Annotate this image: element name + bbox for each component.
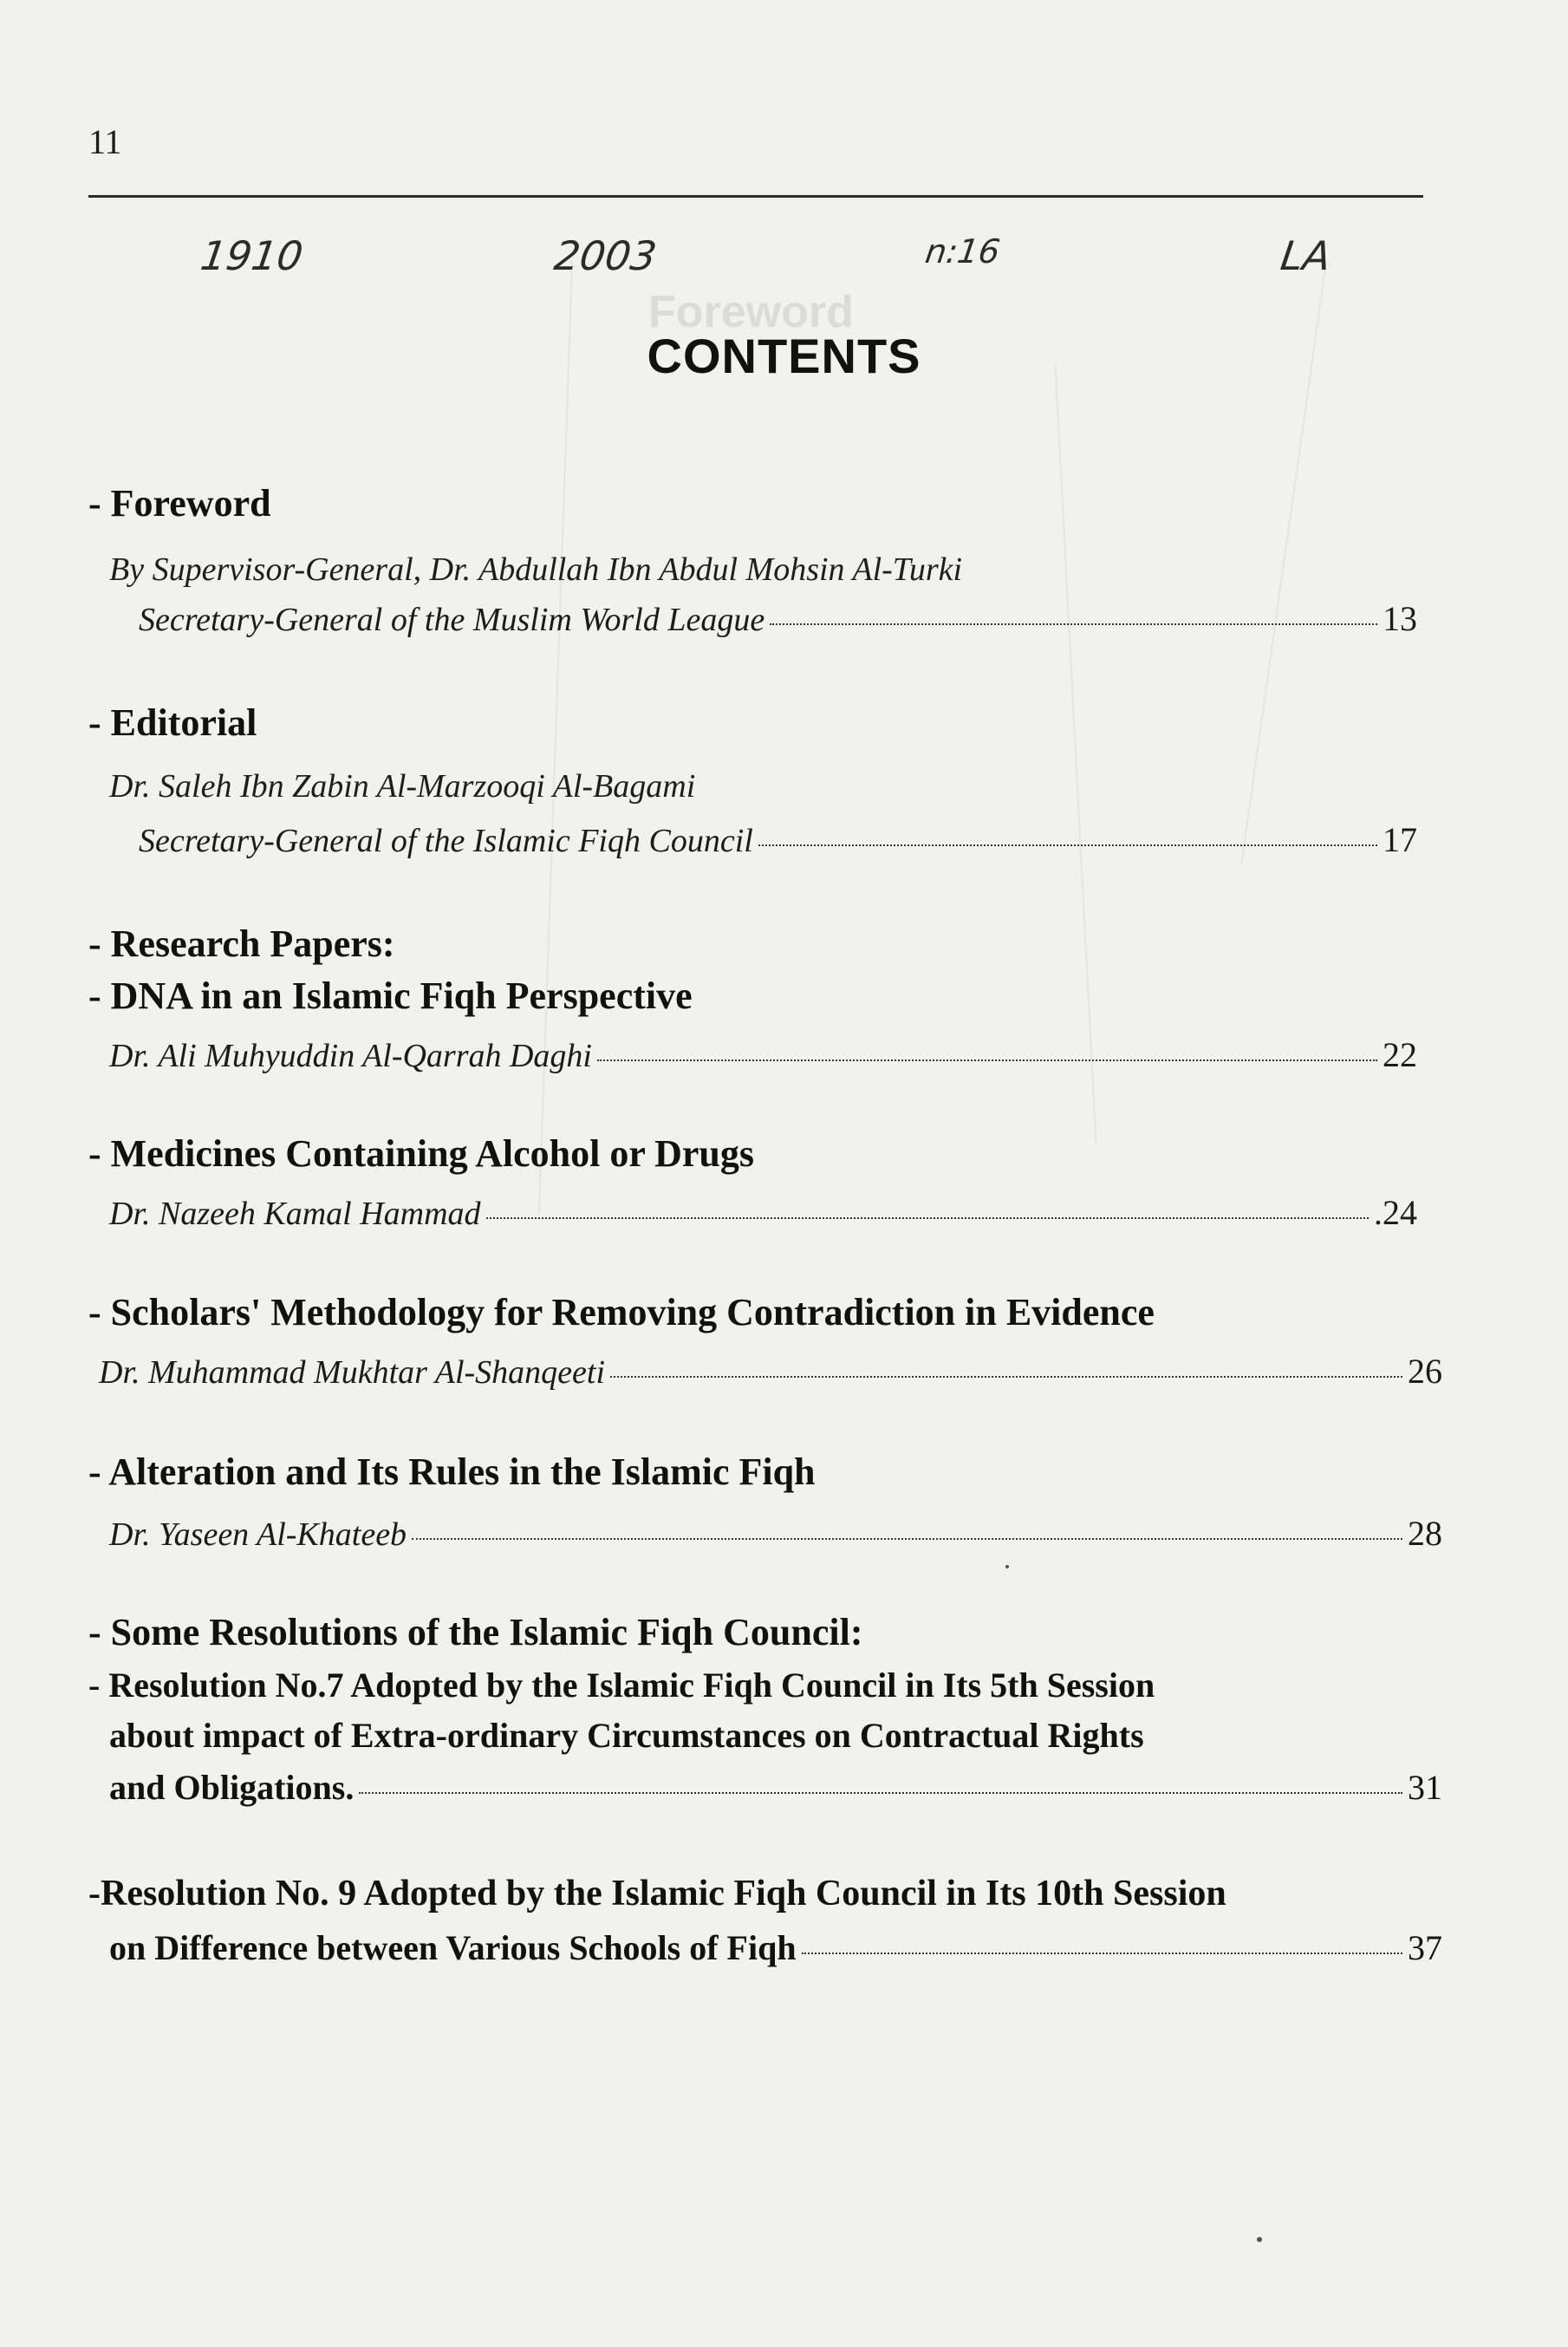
handwritten-note-1: 1910 — [198, 232, 306, 279]
page-number: 11 — [88, 122, 122, 161]
resolution-9-line2: on Difference between Various Schools of Fiqh — [109, 1928, 797, 1967]
paper-author: Dr. Ali Muhyuddin Al-Qarrah Daghi — [109, 1038, 592, 1074]
resolution-9-page: 37 — [1408, 1928, 1442, 1967]
foreword-role: Secretary-General of the Muslim World League — [139, 602, 765, 638]
editorial-page: 17 — [1383, 820, 1417, 859]
header-rule — [88, 195, 1423, 198]
resolution-9-line1: -Resolution No. 9 Adopted by the Islamic Fiqh Council in Its 10th Session — [88, 1874, 1226, 1913]
paper-entry-alteration[interactable] — [109, 1513, 1442, 1554]
paper-author: Dr. Nazeeh Kamal Hammad — [109, 1196, 481, 1232]
paper-page: 22 — [1383, 1035, 1417, 1074]
paper-title-scholars: - Scholars' Methodology for Removing Contradiction in Evidence — [88, 1291, 1155, 1333]
resolution-7-entry[interactable] — [109, 1767, 1442, 1808]
resolution-7-page: 31 — [1408, 1768, 1442, 1807]
resolution-7-line1: - Resolution No.7 Adopted by the Islamic Fiqh Council in Its 5th Session — [88, 1666, 1155, 1705]
editorial-author: Dr. Saleh Ibn Zabin Al-Marzooqi Al-Bagami — [109, 768, 696, 805]
paper-page: 26 — [1408, 1352, 1442, 1391]
paper-author: Dr. Muhammad Mukhtar Al-Shanqeeti — [99, 1354, 606, 1391]
paper-title-dna: - DNA in an Islamic Fiqh Perspective — [88, 975, 693, 1017]
paper-entry-scholars[interactable] — [99, 1351, 1442, 1392]
paper-entry-dna[interactable] — [109, 1034, 1417, 1075]
resolution-7-line2: about impact of Extra-ordinary Circumstances on Contractual Rights — [109, 1716, 1144, 1755]
editorial-role: Secretary-General of the Islamic Fiqh Council — [139, 823, 753, 859]
research-papers-heading: - Research Papers: — [88, 923, 395, 965]
editorial-heading: - Editorial — [88, 701, 257, 744]
leader-dots — [359, 1792, 1402, 1794]
foreword-entry[interactable] — [139, 598, 1417, 639]
handwritten-note-3: n:16 — [922, 232, 1003, 271]
foreword-page: 13 — [1383, 599, 1417, 638]
foreword-heading: - Foreword — [88, 482, 271, 525]
contents-title: CONTENTS — [647, 329, 921, 383]
leader-dots — [802, 1953, 1402, 1954]
leader-dots — [610, 1376, 1402, 1378]
bleed-through-title: Foreword — [648, 287, 854, 337]
handwritten-note-2: 2003 — [551, 232, 660, 279]
paper-title-alteration: - Alteration and Its Rules in the Islamic Fiqh — [88, 1451, 816, 1493]
resolution-7-line3: and Obligations. — [109, 1768, 355, 1807]
resolutions-heading: - Some Resolutions of the Islamic Fiqh Council: — [88, 1611, 863, 1653]
leader-dots — [412, 1538, 1402, 1540]
foreword-author: By Supervisor-General, Dr. Abdullah Ibn Abdul Mohsin Al-Turki — [109, 551, 963, 588]
paper-page: 28 — [1408, 1514, 1442, 1553]
editorial-entry[interactable] — [139, 819, 1417, 860]
resolution-9-entry[interactable] — [109, 1927, 1442, 1968]
leader-dots — [758, 844, 1377, 846]
paper-title-medicines: - Medicines Containing Alcohol or Drugs — [88, 1132, 755, 1175]
leader-dots — [597, 1059, 1377, 1061]
paper-entry-medicines[interactable] — [109, 1192, 1417, 1233]
leader-dots — [486, 1217, 1369, 1219]
handwritten-note-4: LA — [1278, 232, 1334, 279]
paper-author: Dr. Yaseen Al-Khateeb — [109, 1516, 407, 1553]
paper-page: .24 — [1374, 1193, 1417, 1232]
leader-dots — [770, 623, 1377, 625]
